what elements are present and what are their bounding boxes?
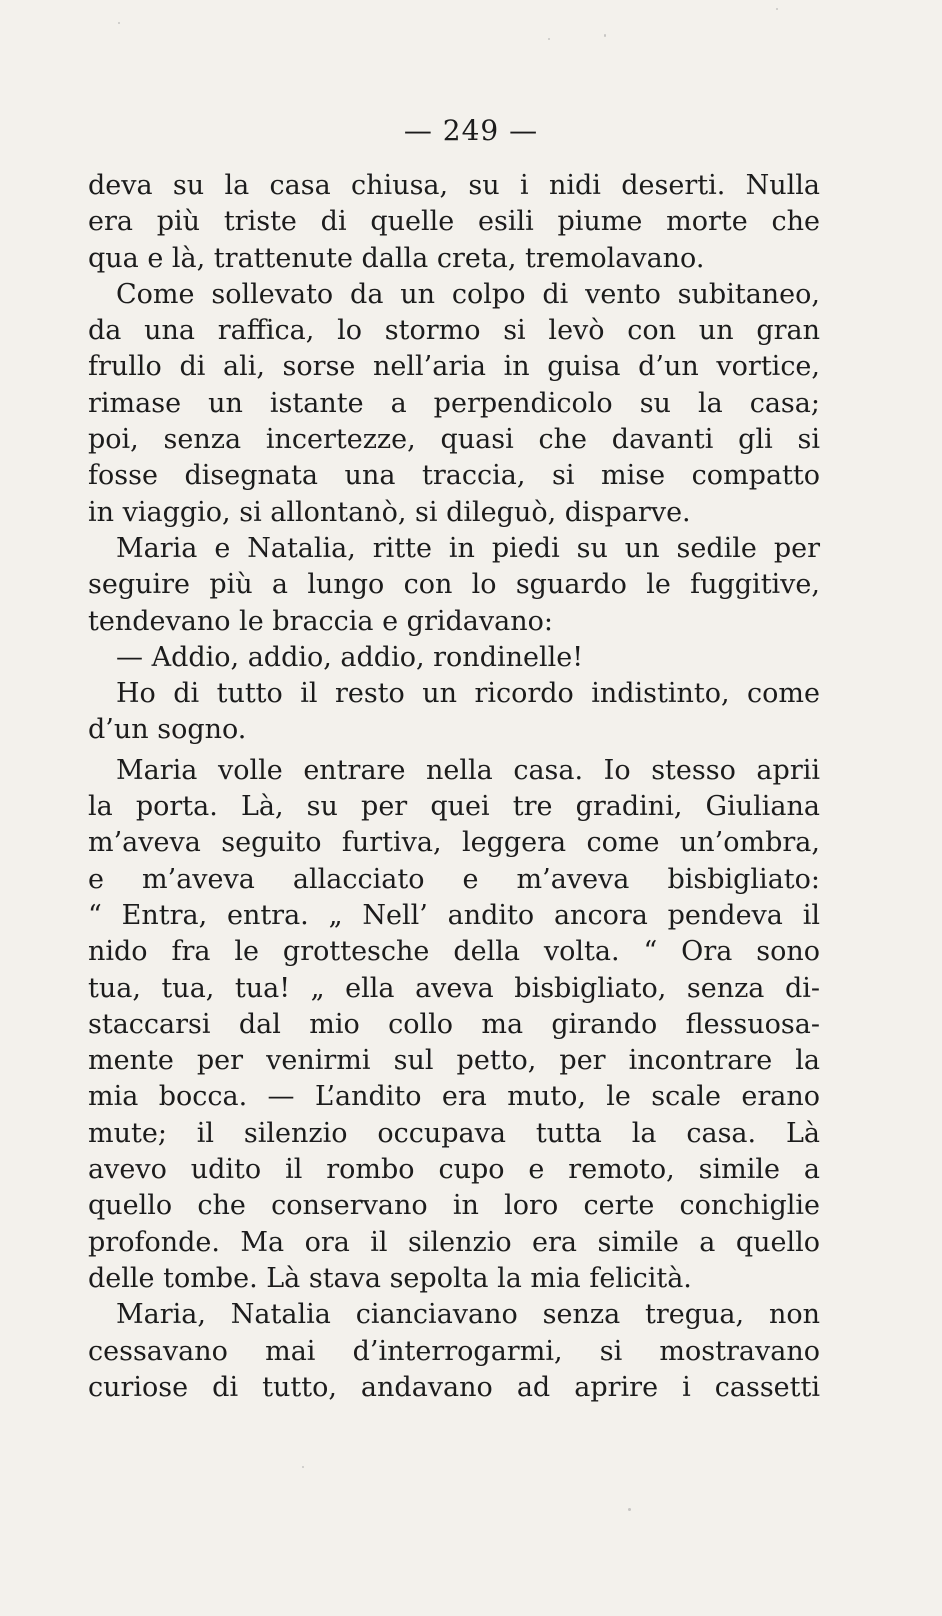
text-line: era più triste di quelle esili piume morte che xyxy=(88,206,820,238)
paper-speck xyxy=(302,1466,304,1468)
text-line: profonde. Ma ora il silenzio era simile a quello xyxy=(88,1226,820,1258)
text-line: m’aveva seguito furtiva, leggera come un’ombra, xyxy=(88,827,820,859)
text-line: mute; il silenzio occupava tutta la casa. Là xyxy=(88,1117,820,1149)
text-line: mia bocca. — L’andito era muto, le scale erano xyxy=(88,1081,820,1113)
text-line: qua e là, trattenute dalla creta, tremolavano. xyxy=(88,242,705,274)
text-line: Come sollevato da un colpo di vento subitaneo, xyxy=(116,278,820,310)
paragraph-4 xyxy=(88,640,820,676)
text-line: frullo di ali, sorse nell’aria in guisa d’un vortice, xyxy=(88,351,820,383)
text-line: la porta. Là, su per quei tre gradini, Giuliana xyxy=(88,791,820,823)
text-line: fosse disegnata una traccia, si mise compatto xyxy=(88,460,820,492)
paragraph-6 xyxy=(88,753,820,1297)
text-line: Maria e Natalia, ritte in piedi su un sedile per xyxy=(116,532,820,564)
paper-speck xyxy=(118,22,120,24)
text-line: staccarsi dal mio collo ma girando flessuosa- xyxy=(88,1008,820,1040)
text-line: Maria volle entrare nella casa. Io stesso aprii xyxy=(116,754,820,786)
page-number: — 249 — xyxy=(403,114,539,147)
paper-speck xyxy=(604,34,606,37)
text-line: seguire più a lungo con lo sguardo le fuggitive, xyxy=(88,569,820,601)
text-line: rimase un istante a perpendicolo su la casa; xyxy=(88,387,820,419)
text-line: nido fra le grottesche della volta. “ Ora sono xyxy=(88,936,820,968)
text-line: — Addio, addio, addio, rondinelle! xyxy=(116,641,584,673)
text-line: in viaggio, si allontanò, si dileguò, disparve. xyxy=(88,496,691,528)
paper-speck xyxy=(776,8,778,10)
text-line: d’un sogno. xyxy=(88,714,247,746)
text-line: deva su la casa chiusa, su i nidi deserti. Nulla xyxy=(88,170,820,201)
text-line: poi, senza incertezze, quasi che davanti gli si xyxy=(88,424,820,456)
paragraph-7 xyxy=(88,1297,820,1406)
paragraph-3 xyxy=(88,531,820,640)
text-line: mente per venirmi sul petto, per incontrare la xyxy=(88,1045,820,1077)
text-line: tendevano le braccia e gridavano: xyxy=(88,605,553,637)
text-line: Ho di tutto il resto un ricordo indistinto, come xyxy=(116,678,820,710)
body-text xyxy=(88,168,820,1406)
text-line: Maria, Natalia cianciavano senza tregua, non xyxy=(116,1299,820,1331)
paper-speck xyxy=(548,38,550,40)
text-line: cessavano mai d’interrogarmi, si mostravano xyxy=(88,1335,820,1367)
text-line: quello che conservano in loro certe conchiglie xyxy=(88,1190,820,1222)
text-line: delle tombe. Là stava sepolta la mia felicità. xyxy=(88,1262,692,1294)
text-line: avevo udito il rombo cupo e remoto, simile a xyxy=(88,1154,820,1186)
paragraph-2 xyxy=(88,277,820,531)
text-line: da una raffica, lo stormo si levò con un gran xyxy=(88,315,820,347)
text-line: e m’aveva allacciato e m’aveva bisbigliato: xyxy=(88,863,820,895)
paragraph-1 xyxy=(88,168,820,277)
paper-speck xyxy=(628,1508,631,1511)
paragraph-5 xyxy=(88,676,820,749)
text-line: curiose di tutto, andavano ad aprire i cassetti xyxy=(88,1371,820,1403)
text-line: tua, tua, tua! „ ella aveva bisbigliato, senza di- xyxy=(88,972,820,1004)
text-line: “ Entra, entra. „ Nell’ andito ancora pendeva il xyxy=(88,899,820,931)
